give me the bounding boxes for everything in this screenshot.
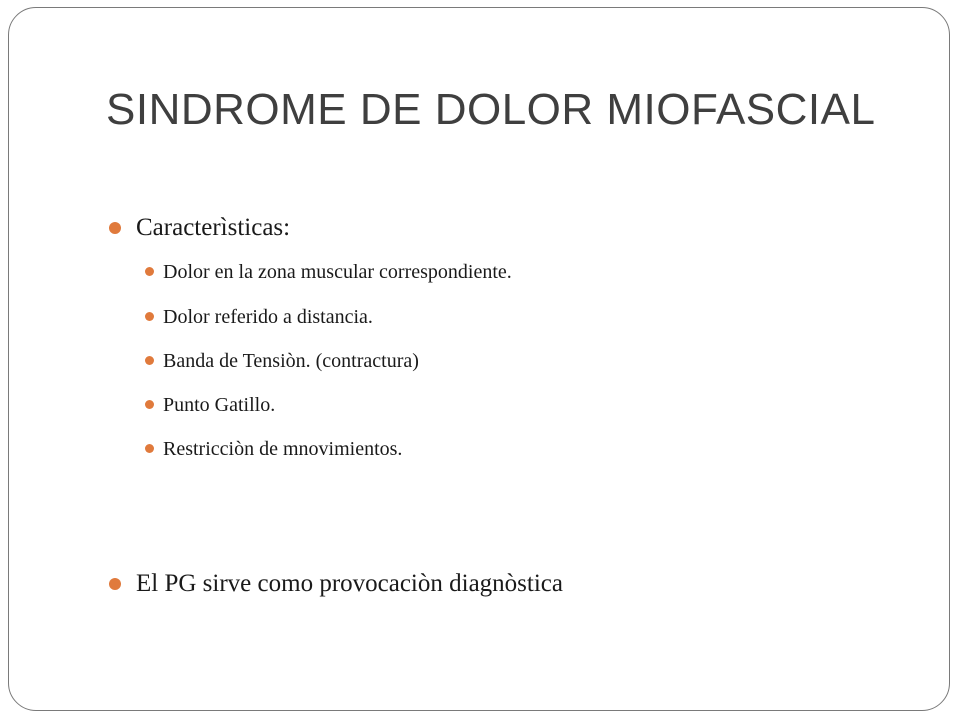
sub-item: Dolor en la zona muscular correspondiente. xyxy=(163,261,512,283)
bullet-icon xyxy=(145,356,154,365)
sub-item: Punto Gatillo. xyxy=(163,394,276,416)
bullet-icon xyxy=(109,222,121,234)
closing-statement: El PG sirve como provocaciòn diagnòstica xyxy=(136,570,563,597)
bullet-icon xyxy=(145,400,154,409)
heading-caracteristicas: Caracterìsticas: xyxy=(136,214,291,241)
sub-item: Dolor referido a distancia. xyxy=(163,306,373,328)
bullet-icon xyxy=(145,312,154,321)
bullet-icon xyxy=(109,578,121,590)
slide-title: SINDROME DE DOLOR MIOFASCIAL xyxy=(106,85,876,134)
sub-item: Banda de Tensiòn. (contractura) xyxy=(163,350,419,372)
sub-item: Restricciòn de mnovimientos. xyxy=(163,438,403,460)
bullet-icon xyxy=(145,267,154,276)
bullet-icon xyxy=(145,444,154,453)
